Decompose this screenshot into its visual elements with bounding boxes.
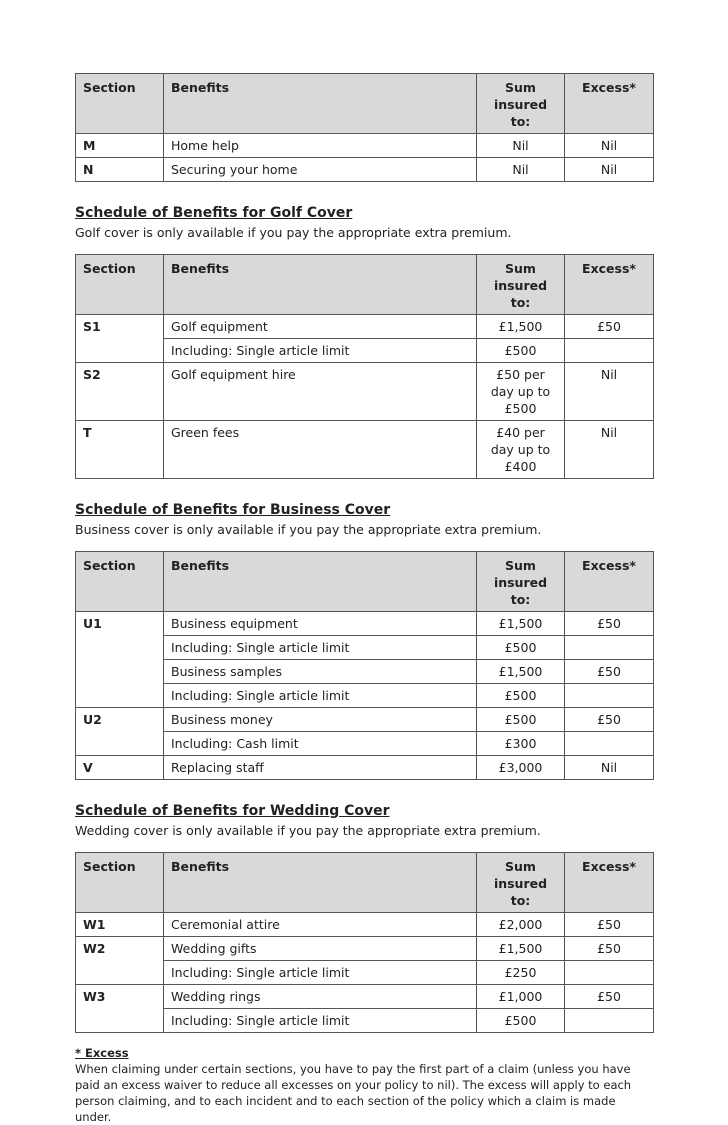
excess-footnote	[75, 1045, 653, 1125]
excess-value: Nil	[565, 421, 654, 479]
table-row	[76, 315, 654, 339]
sum-insured: Nil	[477, 134, 565, 158]
sum-insured: £500	[477, 684, 565, 708]
benefit-name: Golf equipment hire	[164, 363, 477, 421]
excess-value: £50	[565, 660, 654, 684]
benefit-name: Including: Single article limit	[164, 684, 477, 708]
excess-value	[565, 684, 654, 708]
excess-value: £50	[565, 985, 654, 1009]
table-row	[76, 421, 654, 479]
section-code: S2	[76, 363, 164, 421]
section-code: S1	[76, 315, 164, 363]
header-section: Section	[76, 255, 164, 315]
sum-insured: £500	[477, 1009, 565, 1033]
section-code: U2	[76, 708, 164, 756]
sum-insured: £500	[477, 636, 565, 660]
wedding-benefits-table	[75, 852, 654, 1033]
benefit-name: Replacing staff	[164, 756, 477, 780]
header-sum-insured: Sum insured to:	[477, 255, 565, 315]
excess-value: Nil	[565, 756, 654, 780]
excess-value: £50	[565, 913, 654, 937]
sum-insured: £40 per day up to £400	[477, 421, 565, 479]
excess-value	[565, 961, 654, 985]
table-row	[76, 363, 654, 421]
section-code: T	[76, 421, 164, 479]
sum-insured: Nil	[477, 158, 565, 182]
golf-intro: Golf cover is only available if you pay the appropriate extra premium.	[75, 225, 512, 240]
wedding-intro: Wedding cover is only available if you pay the appropriate extra premium.	[75, 823, 541, 838]
sum-insured: £1,500	[477, 315, 565, 339]
business-title: Schedule of Benefits for Business Cover	[75, 502, 391, 518]
section-code: W1	[76, 913, 164, 937]
header-sum-insured: Sum insured to:	[477, 552, 565, 612]
table-header-row	[76, 853, 654, 913]
excess-value: Nil	[565, 158, 654, 182]
sum-insured: £50 per day up to £500	[477, 363, 565, 421]
section-code: V	[76, 756, 164, 780]
benefit-name: Including: Single article limit	[164, 636, 477, 660]
section-code: W3	[76, 985, 164, 1033]
excess-value	[565, 732, 654, 756]
section-code: M	[76, 134, 164, 158]
benefit-name: Securing your home	[164, 158, 477, 182]
home-benefits-table	[75, 73, 654, 182]
benefit-name: Including: Single article limit	[164, 1009, 477, 1033]
wedding-cover-section	[75, 802, 653, 1033]
excess-value: £50	[565, 612, 654, 636]
excess-value: £50	[565, 315, 654, 339]
benefit-name: Green fees	[164, 421, 477, 479]
benefit-name: Wedding gifts	[164, 937, 477, 961]
header-excess: Excess*	[565, 853, 654, 913]
benefit-name: Business money	[164, 708, 477, 732]
header-sum-insured: Sum insured to:	[477, 853, 565, 913]
table-row	[76, 134, 654, 158]
sum-insured: £3,000	[477, 756, 565, 780]
header-excess: Excess*	[565, 552, 654, 612]
benefit-name: Golf equipment	[164, 315, 477, 339]
excess-value: Nil	[565, 363, 654, 421]
table-row	[76, 708, 654, 732]
header-benefits: Benefits	[164, 552, 477, 612]
table-header-row	[76, 552, 654, 612]
excess-value: £50	[565, 708, 654, 732]
sum-insured: £1,500	[477, 937, 565, 961]
business-cover-section	[75, 501, 653, 780]
benefit-name: Ceremonial attire	[164, 913, 477, 937]
footnote-text: When claiming under certain sections, you have to pay the first part of a claim (unless you have paid an excess waiver to reduce all excesses on your policy to nil). The excess will apply to each person claiming, and to each incident and to each section of the policy which a claim is made under.	[75, 1062, 632, 1124]
table-row	[76, 612, 654, 636]
section-code: N	[76, 158, 164, 182]
table-row	[76, 158, 654, 182]
section-code: U1	[76, 612, 164, 708]
sum-insured: £500	[477, 708, 565, 732]
business-intro: Business cover is only available if you pay the appropriate extra premium.	[75, 522, 542, 537]
header-benefits: Benefits	[164, 853, 477, 913]
table-row	[76, 985, 654, 1009]
sum-insured: £1,500	[477, 660, 565, 684]
sum-insured: £1,000	[477, 985, 565, 1009]
table-header-row	[76, 74, 654, 134]
header-section: Section	[76, 853, 164, 913]
table-row	[76, 937, 654, 961]
header-section: Section	[76, 74, 164, 134]
golf-cover-section	[75, 204, 653, 479]
header-excess: Excess*	[565, 255, 654, 315]
benefit-name: Business samples	[164, 660, 477, 684]
excess-value: £50	[565, 937, 654, 961]
document-page	[75, 73, 653, 1125]
benefit-name: Home help	[164, 134, 477, 158]
wedding-title: Schedule of Benefits for Wedding Cover	[75, 803, 390, 819]
sum-insured: £1,500	[477, 612, 565, 636]
golf-benefits-table	[75, 254, 654, 479]
header-section: Section	[76, 552, 164, 612]
business-benefits-table	[75, 551, 654, 780]
golf-title: Schedule of Benefits for Golf Cover	[75, 205, 353, 221]
section-code: W2	[76, 937, 164, 985]
excess-value: Nil	[565, 134, 654, 158]
table-row	[76, 756, 654, 780]
header-sum-insured: Sum insured to:	[477, 74, 565, 134]
header-excess: Excess*	[565, 74, 654, 134]
excess-value	[565, 636, 654, 660]
excess-value	[565, 1009, 654, 1033]
table-row	[76, 913, 654, 937]
benefit-name: Including: Single article limit	[164, 339, 477, 363]
table-header-row	[76, 255, 654, 315]
benefit-name: Including: Cash limit	[164, 732, 477, 756]
header-benefits: Benefits	[164, 74, 477, 134]
sum-insured: £300	[477, 732, 565, 756]
sum-insured: £500	[477, 339, 565, 363]
header-benefits: Benefits	[164, 255, 477, 315]
benefit-name: Business equipment	[164, 612, 477, 636]
sum-insured: £2,000	[477, 913, 565, 937]
sum-insured: £250	[477, 961, 565, 985]
footnote-title: * Excess	[75, 1046, 129, 1060]
benefit-name: Including: Single article limit	[164, 961, 477, 985]
benefit-name: Wedding rings	[164, 985, 477, 1009]
excess-value	[565, 339, 654, 363]
